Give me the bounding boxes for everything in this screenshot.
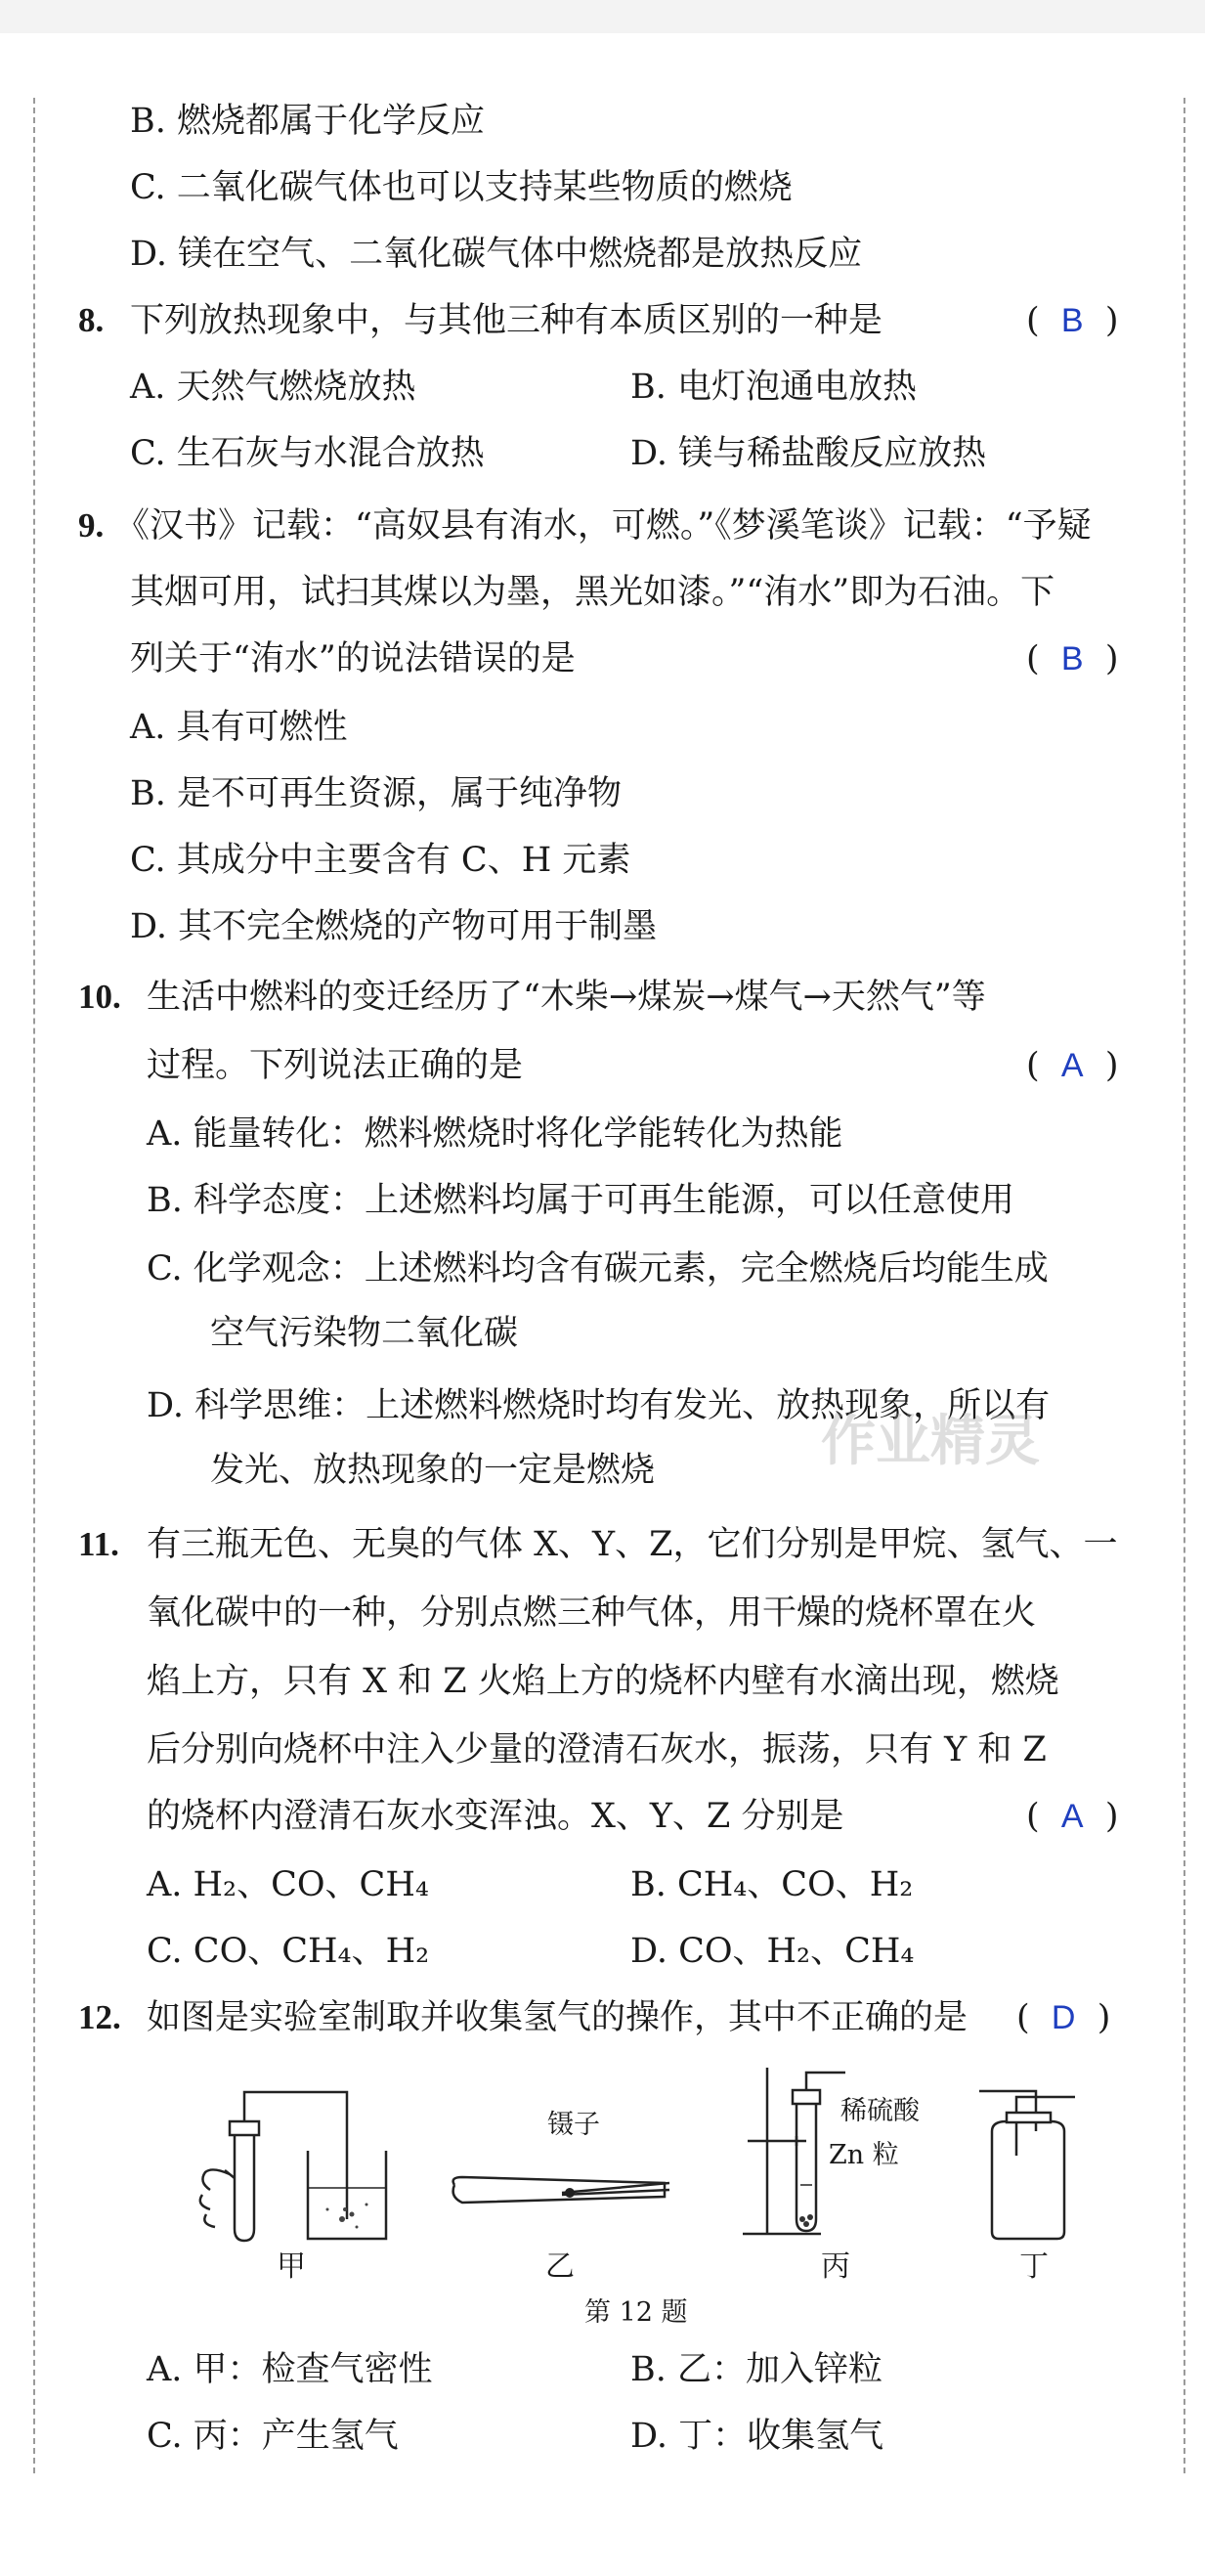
q11-stem-line-4: 后分别向烧杯中注入少量的澄清石灰水，振荡，只有 Y 和 Z	[147, 1730, 1047, 1769]
q12-option-d: D. 丁：收集氢气	[630, 2417, 884, 2456]
q8-option-c: C. 生石灰与水混合放热	[130, 434, 485, 473]
q10-option-d: D. 科学思维：上述燃料燃烧时均有发光、放热现象，所以有	[147, 1386, 1051, 1425]
q10-option-b: B. 科学态度：上述燃料均属于可再生能源，可以任意使用	[147, 1181, 1014, 1220]
q12-option-c: C. 丙：产生氢气	[147, 2417, 399, 2456]
q8-option-a: A. 天然气燃烧放热	[130, 368, 416, 407]
q7-option-b: B. 燃烧都属于化学反应	[130, 102, 485, 141]
q11-option-d: D. CO、H₂、CH₄	[630, 1932, 915, 1971]
long-tube	[1016, 2097, 1075, 2156]
q9-stem-line-1: 《汉书》记载：“高奴县有洧水，可燃。”《梦溪笔谈》记载：“予疑	[115, 506, 1092, 546]
q7-option-d: D. 镁在空气、二氧化碳气体中燃烧都是放热反应	[130, 235, 863, 274]
q9-stem-line-3: 列关于“洧水”的说法错误的是	[130, 639, 576, 678]
q9-option-b: B. 是不可再生资源，属于纯净物	[130, 774, 622, 813]
q10-answer-bracket: ( A )	[1026, 1046, 1119, 1085]
tweezers	[562, 2183, 669, 2195]
q12-option-b: B. 乙：加入锌粒	[630, 2350, 882, 2389]
q11-stem-line-3: 焰上方，只有 X 和 Z 火焰上方的烧杯内壁有水滴出现，燃烧	[147, 1662, 1059, 1701]
q8-option-d: D. 镁与稀盐酸反应放热	[630, 434, 987, 473]
label-dilute-acid: 稀硫酸	[840, 2096, 920, 2126]
fig-label-jia: 甲	[277, 2249, 306, 2284]
q11-option-b: B. CH₄、CO、H₂	[630, 1865, 914, 1904]
horizontal-test-tube	[453, 2177, 665, 2203]
q9-number: 9.	[78, 506, 105, 545]
fig-label-bing: 丙	[821, 2249, 850, 2284]
gas-bottle	[992, 2121, 1064, 2239]
q11-stem-line-2: 氧化碳中的一种，分别点燃三种气体，用干燥的烧杯罩在火	[147, 1594, 1037, 1633]
q8-option-b: B. 电灯泡通电放热	[630, 368, 917, 407]
q8-number: 8.	[78, 301, 105, 339]
q9-answer: B	[1060, 640, 1084, 677]
q12-number: 12.	[78, 1998, 121, 2036]
q12-stem: 如图是实验室制取并收集氢气的操作，其中不正确的是	[147, 1998, 968, 2037]
stopper	[230, 2121, 259, 2135]
q10-stem-line-2: 过程。下列说法正确的是	[147, 1046, 524, 1085]
q11-stem-line-5: 的烧杯内澄清石灰水变浑浊。X、Y、Z 分别是	[147, 1797, 844, 1836]
q9-option-c: C. 其成分中主要含有 C、H 元素	[130, 841, 631, 880]
figure-caption: 第 12 题	[584, 2297, 688, 2328]
q11-answer: A	[1060, 1798, 1084, 1835]
watermark: 作业精灵	[821, 1410, 1040, 1473]
q10-answer: A	[1060, 1047, 1084, 1084]
delivery-tube	[244, 2092, 347, 2219]
hand	[200, 2169, 235, 2227]
q11-option-a: A. H₂、CO、CH₄	[147, 1865, 429, 1904]
q7-option-c: C. 二氧化碳气体也可以支持某些物质的燃烧	[130, 168, 793, 207]
q11-answer-bracket: ( A )	[1026, 1797, 1119, 1836]
q11-stem-line-1: 有三瓶无色、无臭的气体 X、Y、Z，它们分别是甲烷、氢气、一	[147, 1525, 1118, 1564]
label-zinc-granules: Zn 粒	[829, 2140, 899, 2170]
q10-number: 10.	[78, 978, 121, 1016]
test-tube	[796, 2097, 816, 2231]
q12-option-a: A. 甲：检查气密性	[147, 2350, 433, 2389]
q8-stem: 下列放热现象中，与其他三种有本质区别的一种是	[130, 301, 883, 340]
outlet-tube	[806, 2073, 845, 2090]
q9-option-d: D. 其不完全燃烧的产物可用于制墨	[130, 907, 658, 946]
q9-stem-line-2: 其烟可用，试扫其煤以为墨，黑光如漆。”“洧水”即为石油。下	[130, 573, 1055, 612]
fig-label-ding: 丁	[1019, 2249, 1049, 2284]
right-margin-line	[1183, 98, 1185, 2473]
q10-stem-line-1: 生活中燃料的变迁经历了“木柴→煤炭→煤气→天然气”等	[147, 978, 986, 1017]
fig-label-yi: 乙	[545, 2249, 575, 2284]
top-band	[0, 0, 1205, 33]
figure-jia-airtightness	[191, 2073, 406, 2249]
q12-answer-bracket: ( D )	[1016, 1998, 1111, 2037]
left-margin-line	[33, 98, 35, 2473]
q10-option-c: C. 化学观念：上述燃料均含有碳元素，完全燃烧后均能生成	[147, 1249, 1049, 1288]
label-tweezers: 镊子	[547, 2110, 600, 2140]
q11-number: 11.	[78, 1525, 119, 1563]
q8-answer-bracket: ( B )	[1026, 301, 1119, 340]
figure-yi-tweezers	[445, 2136, 679, 2229]
q10-option-c-cont: 空气污染物二氧化碳	[210, 1314, 519, 1353]
figure-ding-gas-bottle	[977, 2087, 1085, 2244]
q12-answer: D	[1051, 1999, 1076, 2036]
q10-option-d-cont: 发光、放热现象的一定是燃烧	[210, 1451, 656, 1490]
test-tube	[235, 2131, 254, 2241]
q8-answer: B	[1060, 302, 1084, 339]
q9-option-a: A. 具有可燃性	[130, 708, 348, 747]
q10-option-a: A. 能量转化：燃料燃烧时将化学能转化为热能	[147, 1114, 843, 1154]
q9-answer-bracket: ( B )	[1026, 639, 1119, 678]
q11-option-c: C. CO、CH₄、H₂	[147, 1932, 430, 1971]
